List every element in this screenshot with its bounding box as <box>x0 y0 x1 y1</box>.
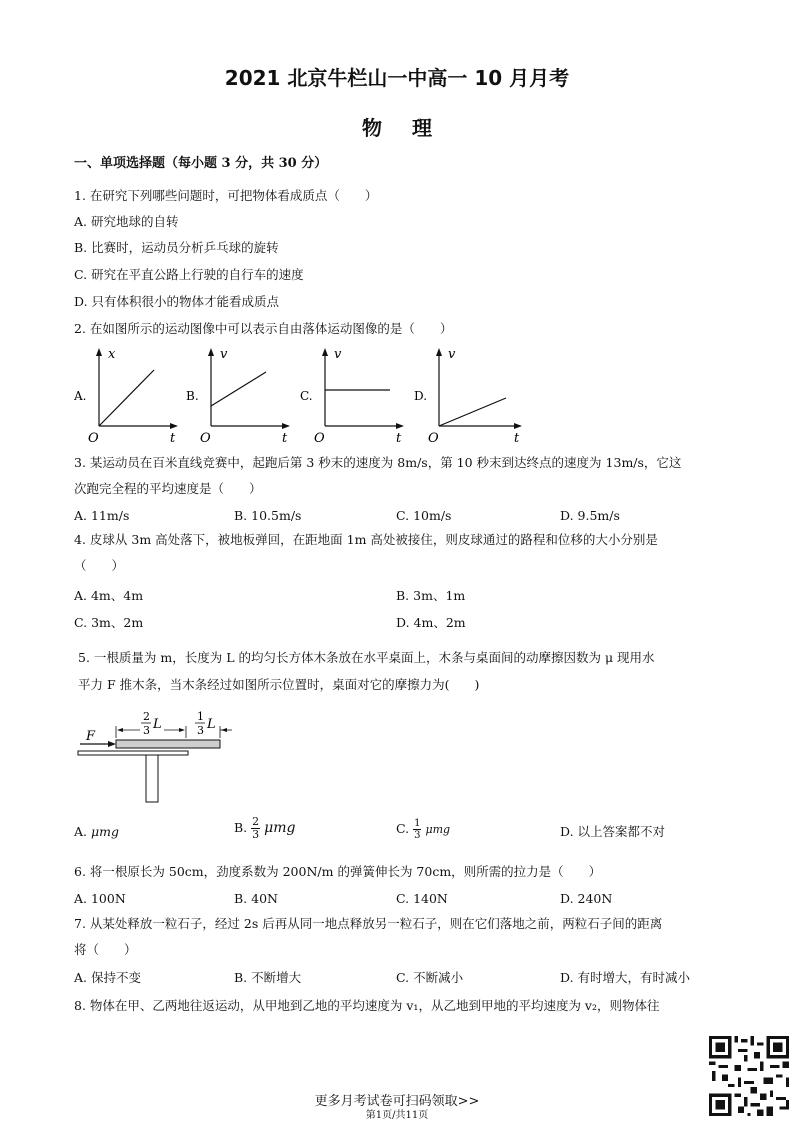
dim2-length: L <box>207 717 216 732</box>
q5-option-a <box>74 824 119 840</box>
force-label: F <box>86 729 96 744</box>
option-expression: μmg <box>425 823 451 836</box>
exam-title: 2021 北京牛栏山一中高一 10 月月考 <box>224 66 570 90</box>
option-expression: μmg <box>91 824 119 839</box>
fraction <box>251 816 260 841</box>
q7-option-d: D. 有时增大，有时减小 <box>560 970 691 985</box>
q4-option-c: C. 3m、2m <box>74 615 144 630</box>
q5-stem-line1: 5. 一根质量为 m，长度为 L 的均匀长方体木条放在水平桌面上，木条与桌面间的动摩擦因数为 μ 现用水 <box>78 650 655 665</box>
q6-option-d: D. 240N <box>560 891 613 906</box>
q7-option-c: C. 不断减小 <box>396 970 464 985</box>
q5-figure-table-plank <box>74 706 234 806</box>
graph-option-label: D. <box>414 389 428 403</box>
q7-stem-line2: 将（ ） <box>74 942 137 957</box>
q6-option-b: B. 40N <box>234 891 278 906</box>
q5-option-d: D. 以上答案都不对 <box>560 824 666 839</box>
q7-option-a: A. 保持不变 <box>74 970 141 985</box>
q2-graph-a <box>74 344 184 444</box>
q1-option-c: C. 研究在平直公路上行驶的自行车的速度 <box>74 267 304 282</box>
fraction-denominator: 3 <box>252 828 260 841</box>
q7-option-b: B. 不断增大 <box>234 970 302 985</box>
graph-option-label: C. <box>300 389 313 403</box>
q1-option-d: D. 只有体积很小的物体才能看成质点 <box>74 294 280 309</box>
q4-option-b: B. 3m、1m <box>396 588 466 603</box>
graph-origin: O <box>88 431 99 444</box>
option-letter: A. <box>74 824 88 839</box>
option-letter: C. <box>396 821 410 836</box>
q6-option-a: A. 100N <box>74 891 126 906</box>
graph-origin: O <box>200 431 211 444</box>
q6-stem: 6. 将一根原长为 50cm，劲度系数为 200N/m 的弹簧伸长为 70cm，则所需的拉力是（ ） <box>74 864 602 879</box>
q5-stem-line2: 平力 F 推木条，当木条经过如图所示位置时，桌面对它的摩擦力为( ) <box>78 677 480 692</box>
q1-option-a: A. 研究地球的自转 <box>74 214 179 229</box>
q4-stem-line2: （ ） <box>74 558 125 573</box>
q1-stem: 1. 在研究下列哪些问题时，可把物体看成质点（ ） <box>74 188 378 203</box>
section-heading: 一、单项选择题（每小题 3 分，共 30 分） <box>74 156 328 171</box>
q6-option-c: C. 140N <box>396 891 448 906</box>
dim2-denominator: 3 <box>197 724 204 737</box>
fraction-numerator: 1 <box>414 818 421 829</box>
graph-origin: O <box>428 431 439 444</box>
dim1-denominator: 3 <box>143 724 150 737</box>
q3-option-b: B. 10.5m/s <box>234 508 302 523</box>
graph-option-label: B. <box>186 389 199 403</box>
fraction-numerator: 2 <box>252 815 260 828</box>
q7-stem-line1: 7. 从某处释放一粒石子，经过 2s 后再从同一地点释放另一粒石子，则在它们落地之前，两粒石子间的距离 <box>74 916 663 931</box>
footer-promo: 更多月考试卷可扫码领取>> <box>314 1094 480 1109</box>
dim2-numerator: 1 <box>197 710 204 723</box>
q5-option-b <box>234 816 295 850</box>
dim1-numerator: 2 <box>143 710 150 723</box>
option-expression: μmg <box>264 820 296 836</box>
q5-option-c <box>396 818 450 852</box>
q2-stem: 2. 在如图所示的运动图像中可以表示自由落体运动图像的是（ ） <box>74 321 453 336</box>
q2-graph-d <box>414 344 529 444</box>
dim1-length: L <box>153 717 162 732</box>
graph-y-label: x <box>108 347 116 362</box>
q3-stem-line1: 3. 某运动员在百米直线竞赛中，起跑后第 3 秒末的速度为 8m/s，第 10 秒末到达终点的速度为 13m/s，它这 <box>74 455 682 470</box>
graph-x-label: t <box>170 431 176 444</box>
graph-origin: O <box>314 431 325 444</box>
page-number: 第1页/共11页 <box>365 1110 429 1121</box>
graph-y-label: v <box>334 347 342 362</box>
fraction <box>413 818 421 841</box>
q4-stem-line1: 4. 皮球从 3m 高处落下，被地板弹回，在距地面 1m 高处被接住，则皮球通过的路程和位移的大小分别是 <box>74 532 658 547</box>
q2-graph-c <box>300 344 410 444</box>
graph-x-label: t <box>396 431 402 444</box>
fraction-denominator: 3 <box>414 830 421 841</box>
q2-graph-b <box>186 344 296 444</box>
graph-x-label: t <box>514 431 520 444</box>
graph-y-label: v <box>448 347 456 362</box>
q3-option-a: A. 11m/s <box>74 508 130 523</box>
graph-x-label: t <box>282 431 288 444</box>
option-letter: B. <box>234 820 248 835</box>
q4-option-d: D. 4m、2m <box>396 615 466 630</box>
q8-stem: 8. 物体在甲、乙两地往返运动，从甲地到乙地的平均速度为 v₁，从乙地到甲地的平均速度为 v₂，则物体往 <box>74 998 660 1013</box>
q3-stem-line2: 次跑完全程的平均速度是（ ） <box>74 481 262 496</box>
graph-y-label: v <box>220 347 228 362</box>
q3-option-c: C. 10m/s <box>396 508 452 523</box>
subject-title: 物理 <box>362 116 462 140</box>
q4-option-a: A. 4m、4m <box>74 588 144 603</box>
q1-option-b: B. 比赛时，运动员分析乒乓球的旋转 <box>74 240 279 255</box>
q3-option-d: D. 9.5m/s <box>560 508 620 523</box>
graph-option-label: A. <box>74 389 87 403</box>
